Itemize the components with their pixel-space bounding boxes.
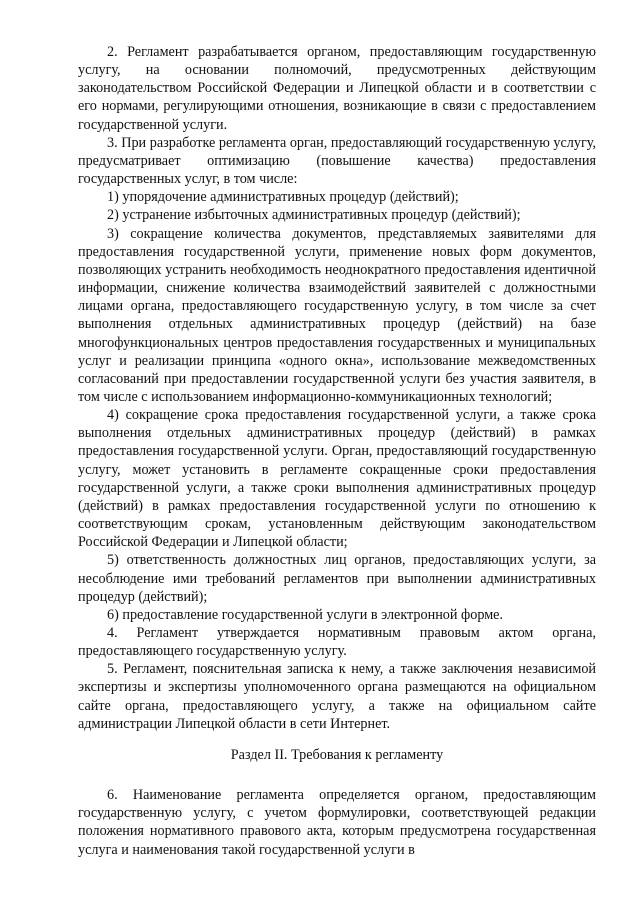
list-item-2: 2) устранение избыточных административных процедур (действий); [107, 207, 521, 224]
list-item-6: 6) предоставление государственной услуги в электронной форме. [107, 606, 504, 623]
list-item-1: 1) упорядочение административных процедур (действий); [107, 189, 459, 206]
section-heading: Раздел II. Требования к регламенту [230, 746, 444, 763]
list-item-4: 4) сокращение срока предоставления государственной услуги, а также срока выполнения отдельных административных процедур (действий) в рамках предоставления государственной услуги. Орган, предоставляющий государственную услугу, может установить в регламенте сокращенные сроки предоставления государственной услуги, а также сроки выполнения административных процедур (действий) в рамках предоставления государственной услуги по отношению к соответствующим срокам, установленным действующим законодательством Российской Федерации и Липецкой области; [78, 407, 596, 551]
list-item-3: 3) сокращение количества документов, представляемых заявителями для предоставления государственной услуги, применение новых форм документов, позволяющих устранить необходимость неоднократного предоставления идентичной информации, снижение количества взаимодействий заявителей с должностными лицами органа, предоставляющего государственную услугу, в том числе за счет выполнения отдельных административных процедур (действий) на базе многофункциональных центров предоставления государственных и муниципальных услуг и реализации принципа «одного окна», использование межведомственных согласований при предоставлении государственной услуги без участия заявителя, в том числе с использованием информационно-коммуникационных технологий; [78, 225, 596, 405]
paragraph-5: 5. Регламент, пояснительная записка к нему, а также заключения независимой экспертизы и экспертизы уполномоченного органа размещаются на официальном сайте органа, предоставляющего услугу, а также на официальном сайте администрации Липецкой области в сети Интернет. [78, 661, 596, 732]
document-body [78, 43, 596, 859]
paragraph-3: 3. При разработке регламента орган, предоставляющий государственную услугу, предусматривает оптимизацию (повышение качества) предоставления государственных услуг, в том числе: [78, 134, 596, 188]
paragraph-6: 6. Наименование регламента определяется органом, предоставляющим государственную услугу, с учетом формулировки, соответствующей редакции положения нормативного правового акта, которым предусмотрена государственная услуга и наименования такой государственной услуги в [78, 787, 596, 858]
list-item-5: 5) ответственность должностных лиц органов, предоставляющих услуги, за несоблюдение ими требований регламентов при выполнении административных процедур (действий); [78, 552, 596, 605]
paragraph-2: 2. Регламент разрабатывается органом, предоставляющим государственную услугу, на основании полномочий, предусмотренных действующим законодательством Российской Федерации и Липецкой области и в соответствии с его нормами, регулирующими отношения, возникающие в связи с предоставлением государственной услуги. [78, 44, 596, 133]
paragraph-4: 4. Регламент утверждается нормативным правовым актом органа, предоставляющего государственную услугу. [78, 625, 596, 660]
